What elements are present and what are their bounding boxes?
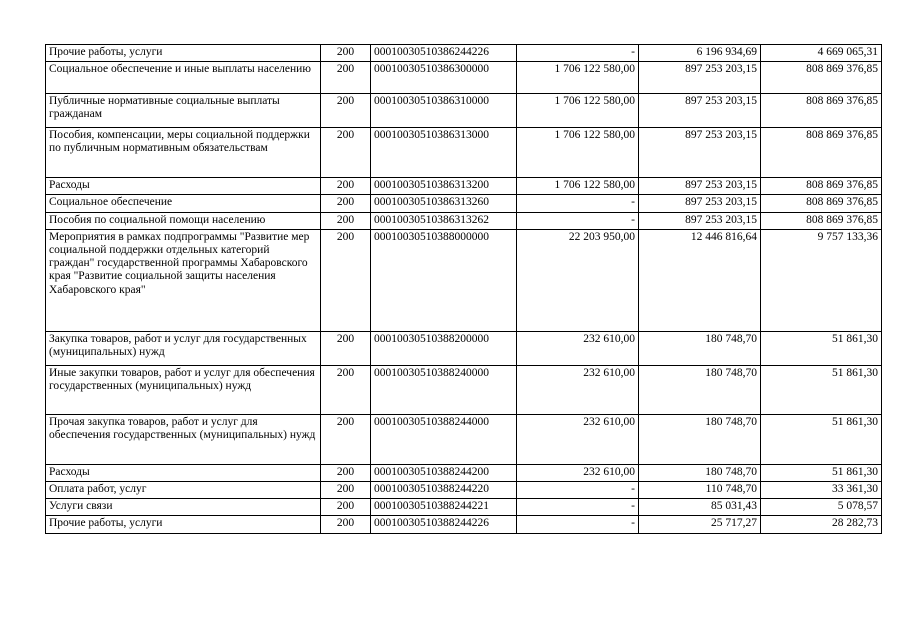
row-unexecuted-cell: 808 869 376,85 [761, 212, 882, 229]
row-code-cell: 200 [321, 45, 371, 62]
table-row [46, 229, 882, 331]
row-code-cell: 200 [321, 482, 371, 499]
row-code-cell: 200 [321, 178, 371, 195]
table-row [46, 365, 882, 414]
row-approved-cell: - [517, 516, 639, 533]
row-name-cell: Оплата работ, услуг [46, 482, 321, 499]
row-kbk-cell: 00010030510388244221 [371, 499, 517, 516]
table-row [46, 128, 882, 178]
row-name-cell: Публичные нормативные социальные выплаты гражданам [46, 94, 321, 128]
row-approved-cell: 1 706 122 580,00 [517, 94, 639, 128]
row-code-cell: 200 [321, 499, 371, 516]
row-executed-cell: 897 253 203,15 [639, 212, 761, 229]
row-code-cell: 200 [321, 229, 371, 331]
row-executed-cell: 180 748,70 [639, 414, 761, 464]
row-code-cell: 200 [321, 94, 371, 128]
table-row [46, 212, 882, 229]
row-unexecuted-cell: 28 282,73 [761, 516, 882, 533]
row-unexecuted-cell: 808 869 376,85 [761, 178, 882, 195]
row-approved-cell: 232 610,00 [517, 464, 639, 481]
table-row [46, 414, 882, 464]
row-kbk-cell: 00010030510388244000 [371, 414, 517, 464]
row-executed-cell: 6 196 934,69 [639, 45, 761, 62]
row-executed-cell: 897 253 203,15 [639, 94, 761, 128]
row-approved-cell: 1 706 122 580,00 [517, 178, 639, 195]
row-kbk-cell: 00010030510388244226 [371, 516, 517, 533]
table-row [46, 331, 882, 365]
row-executed-cell: 180 748,70 [639, 464, 761, 481]
row-kbk-cell: 00010030510386313262 [371, 212, 517, 229]
table-row [46, 178, 882, 195]
row-name-cell: Иные закупки товаров, работ и услуг для обеспечения государственных (муниципальных) нужд [46, 365, 321, 414]
row-code-cell: 200 [321, 516, 371, 533]
table-row [46, 482, 882, 499]
row-unexecuted-cell: 51 861,30 [761, 365, 882, 414]
row-unexecuted-cell: 51 861,30 [761, 331, 882, 365]
row-kbk-cell: 00010030510386244226 [371, 45, 517, 62]
row-code-cell: 200 [321, 464, 371, 481]
row-unexecuted-cell: 51 861,30 [761, 414, 882, 464]
row-kbk-cell: 00010030510388240000 [371, 365, 517, 414]
row-kbk-cell: 00010030510386310000 [371, 94, 517, 128]
row-name-cell: Социальное обеспечение и иные выплаты населению [46, 62, 321, 94]
row-approved-cell: - [517, 45, 639, 62]
row-name-cell: Расходы [46, 464, 321, 481]
row-kbk-cell: 00010030510386313000 [371, 128, 517, 178]
row-name-cell: Услуги связи [46, 499, 321, 516]
row-approved-cell: 1 706 122 580,00 [517, 62, 639, 94]
row-executed-cell: 180 748,70 [639, 331, 761, 365]
row-kbk-cell: 00010030510388000000 [371, 229, 517, 331]
row-code-cell: 200 [321, 365, 371, 414]
row-name-cell: Расходы [46, 178, 321, 195]
row-name-cell: Закупка товаров, работ и услуг для государственных (муниципальных) нужд [46, 331, 321, 365]
row-executed-cell: 85 031,43 [639, 499, 761, 516]
row-code-cell: 200 [321, 331, 371, 365]
row-name-cell: Пособия по социальной помощи населению [46, 212, 321, 229]
row-code-cell: 200 [321, 212, 371, 229]
row-unexecuted-cell: 4 669 065,31 [761, 45, 882, 62]
row-executed-cell: 897 253 203,15 [639, 128, 761, 178]
table-row [46, 516, 882, 533]
row-executed-cell: 25 717,27 [639, 516, 761, 533]
row-name-cell: Прочие работы, услуги [46, 516, 321, 533]
budget-execution-table [45, 44, 882, 534]
row-kbk-cell: 00010030510388200000 [371, 331, 517, 365]
row-code-cell: 200 [321, 128, 371, 178]
row-name-cell: Социальное обеспечение [46, 195, 321, 212]
row-executed-cell: 110 748,70 [639, 482, 761, 499]
row-approved-cell: - [517, 499, 639, 516]
row-unexecuted-cell: 9 757 133,36 [761, 229, 882, 331]
row-approved-cell: 1 706 122 580,00 [517, 128, 639, 178]
row-kbk-cell: 00010030510386300000 [371, 62, 517, 94]
row-unexecuted-cell: 808 869 376,85 [761, 128, 882, 178]
row-name-cell: Прочая закупка товаров, работ и услуг для обеспечения государственных (муниципальных) нужд [46, 414, 321, 464]
row-code-cell: 200 [321, 62, 371, 94]
row-approved-cell: - [517, 212, 639, 229]
table-row [46, 62, 882, 94]
row-approved-cell: - [517, 195, 639, 212]
row-executed-cell: 12 446 816,64 [639, 229, 761, 331]
row-executed-cell: 180 748,70 [639, 365, 761, 414]
table-row [46, 45, 882, 62]
row-unexecuted-cell: 808 869 376,85 [761, 62, 882, 94]
row-unexecuted-cell: 51 861,30 [761, 464, 882, 481]
row-approved-cell: 232 610,00 [517, 365, 639, 414]
table-row [46, 464, 882, 481]
row-code-cell: 200 [321, 414, 371, 464]
table-row [46, 195, 882, 212]
row-kbk-cell: 00010030510388244200 [371, 464, 517, 481]
row-name-cell: Мероприятия в рамках подпрограммы "Развитие мер социальной поддержки отдельных категорий граждан" государственной программы Хабаровского края "Развитие социальной защиты населения Хабаровского края" [46, 229, 321, 331]
row-unexecuted-cell: 808 869 376,85 [761, 94, 882, 128]
row-unexecuted-cell: 33 361,30 [761, 482, 882, 499]
row-kbk-cell: 00010030510386313260 [371, 195, 517, 212]
row-kbk-cell: 00010030510388244220 [371, 482, 517, 499]
row-unexecuted-cell: 5 078,57 [761, 499, 882, 516]
row-kbk-cell: 00010030510386313200 [371, 178, 517, 195]
row-approved-cell: 232 610,00 [517, 414, 639, 464]
row-code-cell: 200 [321, 195, 371, 212]
row-unexecuted-cell: 808 869 376,85 [761, 195, 882, 212]
row-name-cell: Пособия, компенсации, меры социальной поддержки по публичным нормативным обязательствам [46, 128, 321, 178]
row-executed-cell: 897 253 203,15 [639, 195, 761, 212]
row-executed-cell: 897 253 203,15 [639, 62, 761, 94]
row-approved-cell: 22 203 950,00 [517, 229, 639, 331]
row-executed-cell: 897 253 203,15 [639, 178, 761, 195]
table-row [46, 94, 882, 128]
row-name-cell: Прочие работы, услуги [46, 45, 321, 62]
table-row [46, 499, 882, 516]
row-approved-cell: 232 610,00 [517, 331, 639, 365]
row-approved-cell: - [517, 482, 639, 499]
